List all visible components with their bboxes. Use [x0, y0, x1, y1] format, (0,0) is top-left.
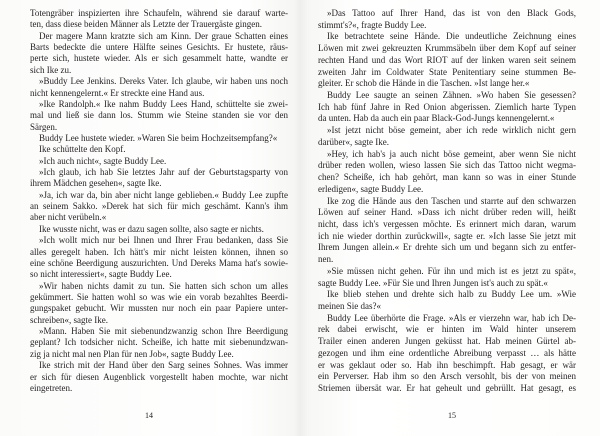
text-line: Striemen übersät war. Er hat geheult und gebrüllt. Hat gesagt, es	[318, 383, 576, 393]
text-line: »Ich wollt mich nur bei Ihnen und Ihrer Frau bedanken, dass Sie	[39, 235, 288, 246]
text-line: »Das Tattoo auf Ihrer Hand, das ist von den Black Gods,	[327, 8, 576, 18]
text-line: Barts bedeckte die untere Hälfte seines Gesichts. Er hustete, räus-	[30, 42, 288, 53]
paragraph	[318, 313, 576, 395]
text-line: Ich hab fünf Jahre in Red Onion abgerissen. Ziemlich harte Typen	[318, 101, 576, 112]
text-line: Ihrem Jungen allein.« Er drehte sich um und begann sich zu entfer-	[318, 242, 576, 253]
paragraph	[318, 8, 576, 31]
paragraph	[30, 235, 288, 280]
text-line: Ike betrachtete seine Hände. Die undeutliche Zeichnung eines	[327, 31, 576, 42]
paragraph	[318, 289, 576, 312]
text-line: »Wir haben nichts damit zu tun. Sie hatten sich schon um alles	[39, 280, 288, 291]
text-line: Der magere Mann kratzte sich am Kinn. Der graue Schatten eines	[39, 30, 288, 41]
text-line: an seinem Sakko. »Derek hat sich für mich geschämt. Kann's ihm	[30, 201, 288, 212]
text-line: Totengräber inspizierten ihre Schaufeln, während sie darauf warte-	[30, 8, 288, 18]
text-line: nicht kennengelernt.« Er streckte eine Hand aus.	[30, 87, 205, 98]
text-line: gungspaket gebucht. Wir mussten nur noch ein paar Papiere unter-	[30, 303, 288, 314]
text-line: meinen Sie das?«	[318, 300, 381, 311]
paragraph	[30, 8, 288, 31]
paragraph	[318, 125, 576, 148]
text-line: perte sich, hustete wieder. Als er sich gesammelt hatte, wandte er	[30, 53, 288, 64]
text-line: nicht, dass ich's vergessen möchte. Es erinnert mich daran, warum	[318, 218, 576, 229]
text-line: Ike zog die Hände aus den Taschen und starrte auf den schwarzen	[327, 195, 576, 206]
text-line: stimmt's?«, fragte Buddy Lee.	[318, 19, 427, 30]
paragraph	[30, 99, 288, 133]
text-line: zig ja nicht mal nen Plan für nen Job«, sagte Buddy Lee.	[30, 348, 234, 359]
text-line: rek dabei erwischt, wie er hinten im Wald hinter unserem	[318, 324, 576, 335]
page-text	[30, 8, 288, 394]
text-line: gleiter. Er schob die Hände in die Taschen. »Ist lange her.«	[318, 78, 530, 89]
text-line: Löwen mit zwei gekreuzten Krummsäbeln über dem Kopf auf seiner	[318, 43, 576, 54]
text-line: erledigen«, sagte Buddy Lee.	[318, 183, 424, 194]
text-line: er sich für diesen Augenblick vorgestellt haben mochte, war nicht	[30, 371, 288, 382]
text-line: rechten Hand und das Wort RIOT auf der linken waren seit seinem	[318, 54, 576, 65]
paragraph	[30, 167, 288, 190]
paragraph	[318, 90, 576, 125]
paragraph	[30, 144, 288, 155]
text-line: »Sie müssen nicht gehen. Für ihn und mich ist es jetzt zu spät«,	[327, 265, 576, 276]
text-line: sich Ike zu.	[30, 64, 72, 75]
text-line: geplant? Ich todsicher nicht. Scheiße, ich hatte mit siebenundzwan-	[30, 337, 288, 348]
text-line: Särgen.	[30, 121, 58, 132]
right-page	[300, 0, 600, 436]
page-number: 15	[448, 411, 456, 420]
text-line: eine schöne Beerdigung auszurichten. Und Dereks Mama hat's sowie-	[30, 257, 288, 268]
text-line: nen.	[318, 254, 334, 265]
paragraph	[30, 326, 288, 360]
text-line: »Ich auch nicht«, sagte Buddy Lee.	[39, 155, 167, 166]
text-line: zweiten Jahr im Coldwater State Penitentiary seine stummen Be-	[318, 66, 576, 77]
text-line: »Hey, ich hab's ja auch nicht böse gemeint, aber wenn Sie nicht	[327, 148, 576, 159]
text-line: ihrem Mädchen gesehen«, sagte Ike.	[30, 178, 162, 189]
text-line: Ike schüttelte den Kopf.	[39, 144, 126, 155]
text-line: ten, dass diese beiden Männer als Letzte der Trauergäste gingen.	[30, 19, 263, 30]
text-line: Trailer einen anderen Jungen geküsst hat. Hab meinen Gürtel ab-	[318, 336, 576, 347]
text-line: Ike blieb stehen und drehte sich halb zu Buddy Lee um. »Wie	[327, 289, 576, 300]
text-line: Buddy Lee saugte an seinen Zähnen. »Wo haben Sie gesessen?	[327, 90, 576, 101]
text-line: ich nie wieder dorthin zurückwill«, sagte er. »Ich lasse Sie jetzt mit	[318, 230, 576, 241]
text-line: Buddy Lee überhörte die Frage. »Als er vierzehn war, hab ich De-	[327, 312, 576, 323]
text-line: eingetreten.	[30, 382, 73, 393]
paragraph	[30, 190, 288, 224]
text-line: »Ist jetzt nicht böse gemeint, aber ich rede wirklich nicht gern	[327, 125, 576, 136]
text-line: da unten. Hab da auch ein paar Black-God-Jungs kennengelernt.«	[318, 113, 555, 124]
page-text	[318, 8, 576, 395]
page-number: 14	[145, 411, 153, 420]
paragraph	[30, 156, 288, 167]
text-line: »Mann. Haben Sie mit siebenundzwanzig schon Ihre Beerdigung	[39, 326, 288, 337]
paragraph	[318, 266, 576, 289]
text-line: Löwen auf seiner Hand. »Dass ich nicht drüber reden will, heißt	[318, 207, 576, 218]
text-line: gezogen und ihm eine ordentliche Abreibung verpasst … als hätte	[318, 347, 576, 358]
text-line: »Ich glaub, ich hab Sie letztes Jahr auf der Geburtstagsparty von	[39, 167, 288, 178]
text-line: mal und ließ sie dann los. Stumm wie Steine standen sie vor den	[30, 110, 288, 121]
text-line: er was geklaut oder so. Hab ihn beschimpft. Hab gesagt, er wär	[318, 359, 576, 370]
paragraph	[30, 360, 288, 394]
text-line: ein Perverser. Hab ihm so den Arsch versohlt, bis der von meinen	[318, 371, 576, 382]
text-line: Ike strich mit der Hand über den Sarg seines Sohnes. Was immer	[39, 360, 288, 371]
text-line: chen? Scheiße, ich hab gehört, man kann so was in einer Stunde	[318, 172, 576, 183]
paragraph	[318, 31, 576, 90]
paragraph	[30, 31, 288, 76]
text-line: darüber«, sagte Ike.	[318, 136, 389, 147]
text-line: so nicht interessiert«, sagte Buddy Lee.	[30, 269, 172, 280]
paragraph	[30, 281, 288, 326]
text-line: »Ja, ich war da, bin aber nicht lange geblieben.« Buddy Lee zupfte	[39, 189, 288, 200]
text-line: Ike wusste nicht, was er dazu sagen sollte, also sagte er nichts.	[39, 223, 264, 234]
text-line: aber nicht verübeln.«	[30, 212, 107, 223]
text-line: sagte Buddy Lee. »Für Sie und Ihren Jungen ist's auch zu spät.«	[318, 277, 548, 288]
paragraph	[30, 224, 288, 235]
text-line: gekümmert. Sie hatten wohl so was wie ein vorab bezahltes Beerdi-	[30, 291, 288, 302]
paragraph	[30, 133, 288, 144]
text-line: Buddy Lee hustete wieder. »Waren Sie beim Hochzeitsempfang?«	[39, 132, 278, 143]
text-line: »Ike Randolph.« Ike nahm Buddy Lees Hand, schüttelte sie zwei-	[39, 98, 288, 109]
text-line: drüber reden wollen, wieso lassen Sie sich das Tattoo nicht wegma-	[318, 160, 576, 171]
paragraph	[318, 149, 576, 196]
paragraph	[318, 196, 576, 266]
text-line: schreiben«, sagte Ike.	[30, 314, 108, 325]
paragraph	[30, 76, 288, 99]
text-line: »Buddy Lee Jenkins. Dereks Vater. Ich glaube, wir haben uns noch	[39, 76, 288, 87]
text-line: alles geregelt haben. Ich hätt's mir nicht leisten können, ihnen so	[30, 246, 288, 257]
